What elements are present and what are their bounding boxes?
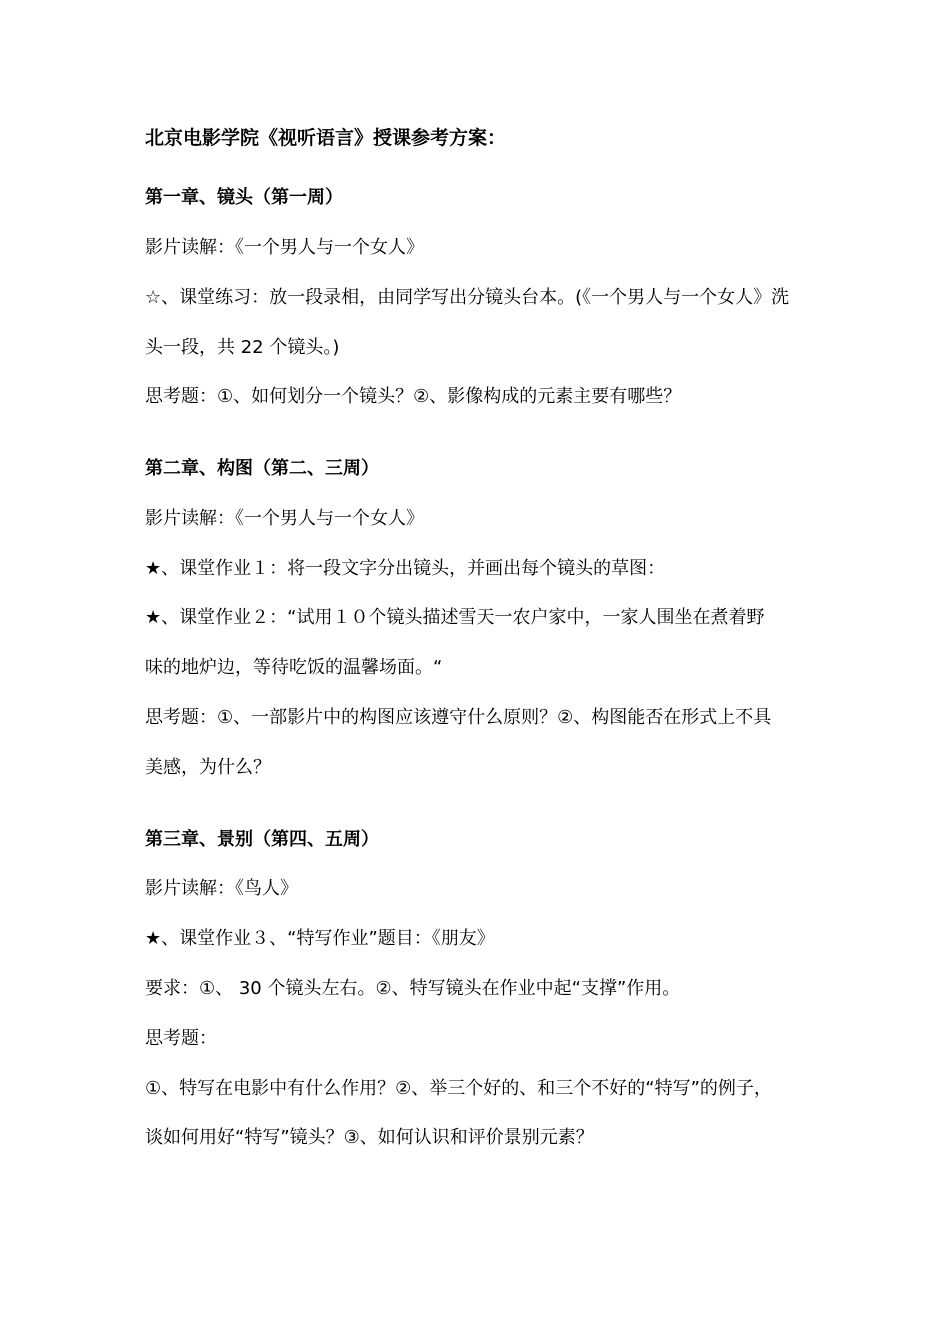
chapter-2-film-reading: 影片读解：《一个男人与一个女人》 <box>145 508 424 529</box>
chapter-1-film-reading: 影片读解：《一个男人与一个女人》 <box>145 237 424 258</box>
chapter-3-film-reading: 影片读解：《鸟人》 <box>145 878 298 899</box>
chapter-3-heading: 第三章、景别（第四、五周） <box>145 829 379 850</box>
chapter-3-requirements: 要求：①、 30 个镜头左右。②、特写镜头在作业中起“支撑”作用。 <box>145 978 681 999</box>
chapter-2-assignment-1: ★、课堂作业１：将一段文字分出镜头，并画出每个镜头的草图： <box>145 558 666 579</box>
chapter-2-questions-cont: 美感，为什么？ <box>145 757 271 778</box>
chapter-3-assignment-3: ★、课堂作业３、“特写作业”题目：《朋友》 <box>145 928 495 949</box>
chapter-3-questions: ①、特写在电影中有什么作用？②、举三个好的、和三个不好的“特写”的例子， <box>145 1078 772 1099</box>
chapter-1-heading: 第一章、镜头（第一周） <box>145 187 343 208</box>
document-title: 北京电影学院《视听语言》授课参考方案： <box>145 127 507 149</box>
chapter-1-questions: 思考题：①、如何划分一个镜头？②、影像构成的元素主要有哪些？ <box>145 386 682 407</box>
chapter-3-questions-label: 思考题： <box>145 1028 217 1049</box>
chapter-2-assignment-2: ★、课堂作业２：“试用１０个镜头描述雪天一农户家中，一家人围坐在煮着野 <box>145 607 765 628</box>
chapter-2-questions: 思考题：①、一部影片中的构图应该遵守什么原则？②、构图能否在形式上不具 <box>145 707 772 728</box>
chapter-2-heading: 第二章、构图（第二、三周） <box>145 458 379 479</box>
chapter-2-assignment-2-cont: 味的地炉边，等待吃饭的温馨场面。“ <box>145 657 443 678</box>
chapter-3-questions-cont: 谈如何用好“特写”镜头？③、如何认识和评价景别元素？ <box>145 1127 594 1148</box>
chapter-1-exercise: ☆、课堂练习：放一段录相，由同学写出分镜头台本。(《一个男人与一个女人》洗 <box>145 287 790 308</box>
chapter-1-exercise-cont: 头一段，共 22 个镜头。) <box>145 337 340 358</box>
